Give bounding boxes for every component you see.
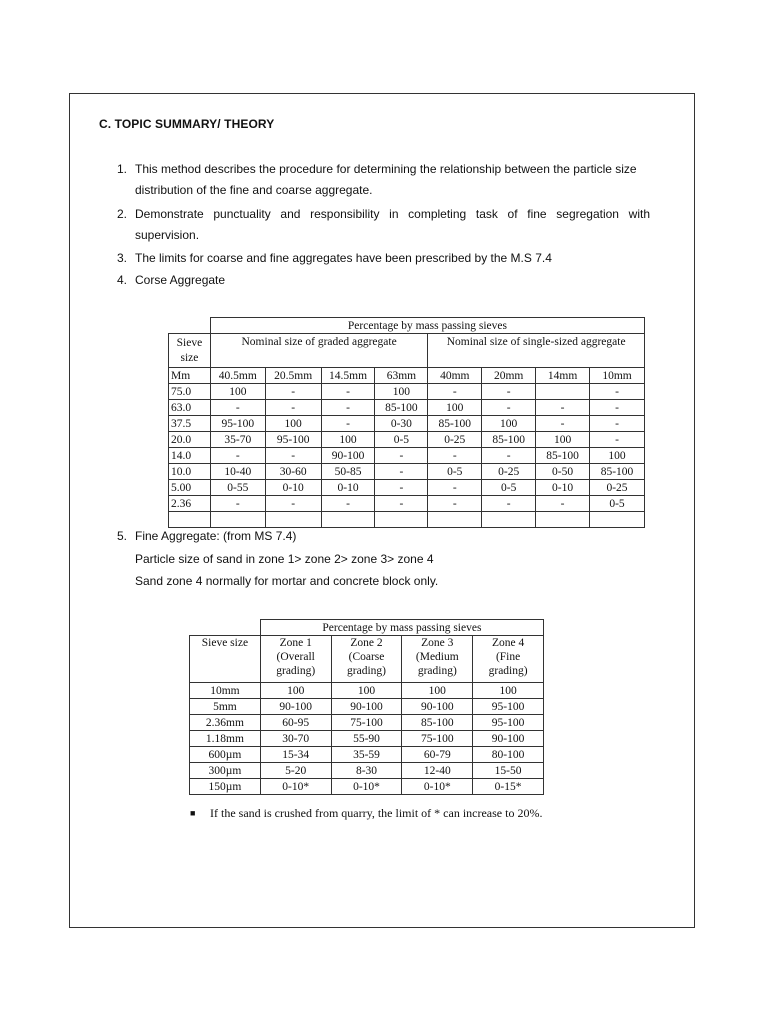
table-cell: 85-100 bbox=[402, 715, 473, 731]
list-number: 4. bbox=[117, 273, 128, 287]
table-cell: 100 bbox=[590, 448, 645, 464]
footnote bbox=[190, 806, 542, 821]
table-row bbox=[169, 400, 645, 416]
coarse-aggregate-table bbox=[168, 317, 645, 528]
table-cell: 55-90 bbox=[331, 731, 402, 747]
table-cell: 90-100 bbox=[402, 699, 473, 715]
coarse-sieve-header: Sieve size bbox=[169, 334, 211, 368]
fine-sieve-header: Sieve size bbox=[190, 636, 261, 683]
table-cell: 30-60 bbox=[265, 464, 321, 480]
column-header: 20mm bbox=[482, 368, 536, 384]
table-row bbox=[190, 699, 544, 715]
coarse-column-row bbox=[169, 368, 645, 384]
table-cell: - bbox=[428, 496, 482, 512]
zone-header-line: Zone 2 bbox=[350, 637, 383, 649]
table-cell: - bbox=[428, 480, 482, 496]
table-cell: 100 bbox=[331, 683, 402, 699]
table-cell: 95-100 bbox=[210, 416, 265, 432]
table-corner bbox=[169, 318, 211, 334]
fine-text-line-2: Sand zone 4 normally for mortar and concrete block only. bbox=[135, 574, 439, 588]
table-cell: 63.0 bbox=[169, 400, 211, 416]
zone-header-line: grading) bbox=[417, 665, 457, 677]
zone-header-line: (Medium bbox=[415, 651, 459, 663]
table-cell: 60-79 bbox=[402, 747, 473, 763]
table-cell: 30-70 bbox=[260, 731, 331, 747]
table-cell: 100 bbox=[402, 683, 473, 699]
table-cell: - bbox=[482, 400, 536, 416]
list-text bbox=[135, 204, 650, 246]
table-cell: - bbox=[590, 416, 645, 432]
table-cell: 100 bbox=[536, 432, 590, 448]
coarse-single-header: Nominal size of single-sized aggregate bbox=[428, 334, 645, 368]
table-cell bbox=[536, 384, 590, 400]
table-cell: 75-100 bbox=[402, 731, 473, 747]
table-cell: 0-55 bbox=[210, 480, 265, 496]
table-cell: - bbox=[321, 384, 375, 400]
table-cell: 100 bbox=[428, 400, 482, 416]
zone-header-line: grading) bbox=[276, 665, 316, 677]
table-cell: 90-100 bbox=[473, 731, 544, 747]
table-cell: 100 bbox=[265, 416, 321, 432]
list-text bbox=[135, 526, 650, 547]
list-number: 5. bbox=[117, 529, 128, 543]
table-cell: 37.5 bbox=[169, 416, 211, 432]
zone-1-header bbox=[260, 636, 331, 683]
column-header: 20.5mm bbox=[265, 368, 321, 384]
table-cell: - bbox=[210, 496, 265, 512]
fine-text-line-1: Particle size of sand in zone 1> zone 2> zone 3> zone 4 bbox=[135, 552, 434, 566]
column-header: 40.5mm bbox=[210, 368, 265, 384]
table-cell: 100 bbox=[375, 384, 428, 400]
zone-header-line: Zone 4 bbox=[491, 637, 525, 649]
table-row bbox=[190, 731, 544, 747]
table-cell: - bbox=[375, 480, 428, 496]
section-heading: C. TOPIC SUMMARY/ THEORY bbox=[99, 117, 275, 131]
table-cell: - bbox=[536, 400, 590, 416]
list-number: 3. bbox=[117, 251, 128, 265]
table-cell: - bbox=[265, 400, 321, 416]
table-cell: 0-10 bbox=[536, 480, 590, 496]
table-row bbox=[190, 763, 544, 779]
column-header: 14.5mm bbox=[321, 368, 375, 384]
table-cell: 0-10* bbox=[260, 779, 331, 795]
table-cell: 600µm bbox=[190, 747, 261, 763]
table-cell: 85-100 bbox=[482, 432, 536, 448]
table-cell: - bbox=[321, 496, 375, 512]
column-header: 14mm bbox=[536, 368, 590, 384]
table-cell: - bbox=[210, 448, 265, 464]
list-line: The limits for coarse and fine aggregates have been prescribed by the M.S 7.4 bbox=[135, 251, 552, 265]
table-cell: 5mm bbox=[190, 699, 261, 715]
table-cell: 35-70 bbox=[210, 432, 265, 448]
table-cell: 20.0 bbox=[169, 432, 211, 448]
fine-top-header: Percentage by mass passing sieves bbox=[260, 620, 543, 636]
table-cell: 100 bbox=[482, 416, 536, 432]
table-cell: - bbox=[375, 496, 428, 512]
table-cell: 150µm bbox=[190, 779, 261, 795]
table-cell: - bbox=[536, 416, 590, 432]
table-cell: - bbox=[375, 464, 428, 480]
list-number: 2. bbox=[117, 207, 128, 221]
table-row bbox=[169, 416, 645, 432]
table-cell: 95-100 bbox=[265, 432, 321, 448]
bullet-icon: ■ bbox=[190, 808, 196, 818]
table-row bbox=[190, 779, 544, 795]
zone-header-line: (Fine bbox=[495, 651, 521, 663]
table-cell: 300µm bbox=[190, 763, 261, 779]
table-cell: 1.18mm bbox=[190, 731, 261, 747]
table-cell: - bbox=[265, 448, 321, 464]
table-cell: 10-40 bbox=[210, 464, 265, 480]
table-cell: - bbox=[210, 400, 265, 416]
table-cell: 0-5 bbox=[482, 480, 536, 496]
zone-header-line: Zone 3 bbox=[421, 637, 454, 649]
table-row bbox=[190, 715, 544, 731]
table-cell: 85-100 bbox=[375, 400, 428, 416]
list-text bbox=[135, 248, 650, 269]
list-number: 1. bbox=[117, 162, 128, 176]
table-row bbox=[169, 432, 645, 448]
list-line: Fine Aggregate: (from MS 7.4) bbox=[135, 529, 297, 543]
table-cell: - bbox=[428, 448, 482, 464]
table-cell: - bbox=[265, 384, 321, 400]
zone-header-line: grading) bbox=[347, 665, 386, 677]
table-cell: 100 bbox=[210, 384, 265, 400]
table-row bbox=[190, 683, 544, 699]
table-cell: 75.0 bbox=[169, 384, 211, 400]
table-cell: 0-5 bbox=[590, 496, 645, 512]
list-line: supervision. bbox=[135, 228, 200, 242]
column-header: 40mm bbox=[428, 368, 482, 384]
table-cell: - bbox=[321, 400, 375, 416]
table-cell: 0-25 bbox=[482, 464, 536, 480]
column-header: 63mm bbox=[375, 368, 428, 384]
table-cell: 90-100 bbox=[331, 699, 402, 715]
table-cell: 100 bbox=[473, 683, 544, 699]
table-cell: 0-10 bbox=[321, 480, 375, 496]
table-cell: - bbox=[482, 384, 536, 400]
table-cell: 0-50 bbox=[536, 464, 590, 480]
table-row bbox=[169, 496, 645, 512]
table-cell: 50-85 bbox=[321, 464, 375, 480]
table-cell: - bbox=[590, 432, 645, 448]
table-cell: 2.36 bbox=[169, 496, 211, 512]
table-cell: 95-100 bbox=[473, 699, 544, 715]
table-corner bbox=[190, 620, 261, 636]
list-line: This method describes the procedure for determining the relationship between the particle size bbox=[135, 162, 637, 176]
list-text bbox=[135, 270, 650, 291]
table-cell: - bbox=[428, 384, 482, 400]
table-cell: - bbox=[321, 416, 375, 432]
zone-3-header bbox=[402, 636, 473, 683]
table-cell: 0-10* bbox=[402, 779, 473, 795]
table-cell: - bbox=[375, 448, 428, 464]
zone-header-line: grading) bbox=[488, 665, 528, 677]
zone-4-header bbox=[473, 636, 544, 683]
table-cell: 5-20 bbox=[260, 763, 331, 779]
zone-2-header bbox=[331, 636, 402, 683]
table-cell: 0-10* bbox=[331, 779, 402, 795]
table-cell: 0-10 bbox=[265, 480, 321, 496]
list-line: Corse Aggregate bbox=[135, 273, 226, 287]
table-cell: 0-30 bbox=[375, 416, 428, 432]
table-cell: 15-34 bbox=[260, 747, 331, 763]
list-line: Demonstrate punctuality and responsibility in completing task of fine segregation with bbox=[135, 207, 650, 221]
column-header: 10mm bbox=[590, 368, 645, 384]
table-cell: 0-25 bbox=[428, 432, 482, 448]
table-cell: 2.36mm bbox=[190, 715, 261, 731]
table-cell: - bbox=[590, 400, 645, 416]
zone-header-line: (Coarse bbox=[348, 651, 385, 663]
footnote-text: If the sand is crushed from quarry, the limit of * can increase to 20%. bbox=[210, 806, 543, 820]
table-cell: 35-59 bbox=[331, 747, 402, 763]
table-cell: - bbox=[590, 384, 645, 400]
table-cell: 10.0 bbox=[169, 464, 211, 480]
table-cell: 85-100 bbox=[536, 448, 590, 464]
table-cell: 0-5 bbox=[375, 432, 428, 448]
table-cell: - bbox=[265, 496, 321, 512]
table-cell: - bbox=[482, 496, 536, 512]
table-cell: 75-100 bbox=[331, 715, 402, 731]
table-row bbox=[169, 464, 645, 480]
table-row bbox=[169, 384, 645, 400]
zone-header-line: (Overall bbox=[276, 651, 315, 663]
table-cell: 15-50 bbox=[473, 763, 544, 779]
table-cell: - bbox=[536, 496, 590, 512]
table-cell: 0-25 bbox=[590, 480, 645, 496]
table-cell: 100 bbox=[321, 432, 375, 448]
table-cell: 5.00 bbox=[169, 480, 211, 496]
coarse-top-header: Percentage by mass passing sieves bbox=[210, 318, 644, 334]
table-cell: 80-100 bbox=[473, 747, 544, 763]
table-cell: 10mm bbox=[190, 683, 261, 699]
table-cell: - bbox=[482, 448, 536, 464]
table-cell: 95-100 bbox=[473, 715, 544, 731]
column-header: Mm bbox=[169, 368, 211, 384]
table-row bbox=[190, 747, 544, 763]
table-cell: 85-100 bbox=[590, 464, 645, 480]
table-cell: 100 bbox=[260, 683, 331, 699]
list-text bbox=[135, 159, 650, 201]
zone-header-line: Zone 1 bbox=[279, 637, 312, 649]
fine-aggregate-table bbox=[189, 619, 544, 795]
table-cell: 90-100 bbox=[260, 699, 331, 715]
table-cell: 90-100 bbox=[321, 448, 375, 464]
table-row bbox=[169, 480, 645, 496]
table-cell: 60-95 bbox=[260, 715, 331, 731]
coarse-graded-header: Nominal size of graded aggregate bbox=[210, 334, 427, 368]
table-cell: 85-100 bbox=[428, 416, 482, 432]
table-cell: 12-40 bbox=[402, 763, 473, 779]
table-row bbox=[169, 448, 645, 464]
table-cell: 8-30 bbox=[331, 763, 402, 779]
list-line: distribution of the fine and coarse aggregate. bbox=[135, 183, 373, 197]
table-cell: 0-5 bbox=[428, 464, 482, 480]
table-cell: 14.0 bbox=[169, 448, 211, 464]
table-cell: 0-15* bbox=[473, 779, 544, 795]
